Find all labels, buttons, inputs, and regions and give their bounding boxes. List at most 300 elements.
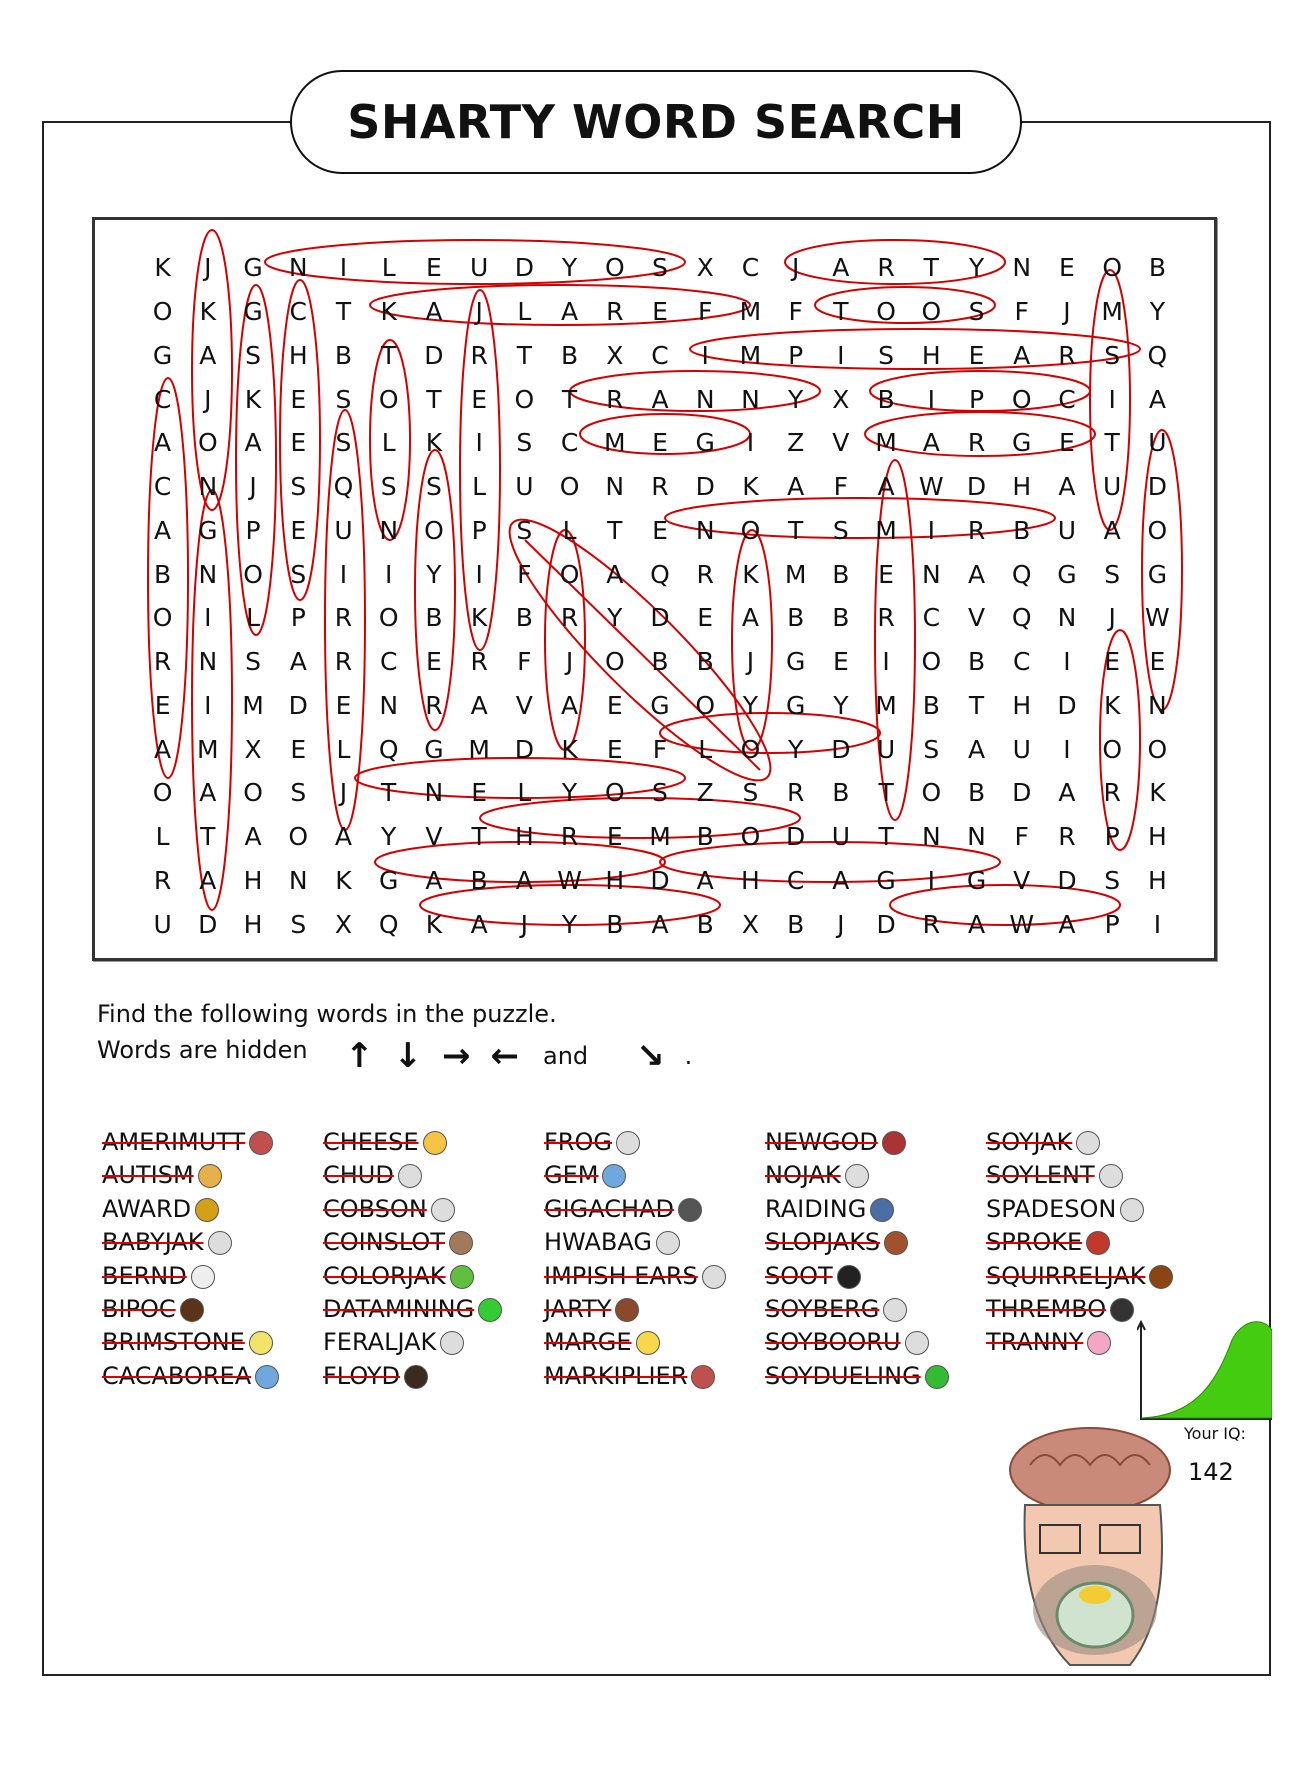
grid-letter[interactable]: O: [740, 515, 761, 545]
grid-letter[interactable]: A: [696, 865, 714, 895]
grid-letter[interactable]: A: [967, 559, 986, 589]
grid-letter[interactable]: A: [334, 822, 353, 852]
grid-letter[interactable]: J: [746, 647, 755, 677]
grid-letter[interactable]: O: [152, 297, 173, 327]
grid-letter[interactable]: O: [378, 384, 399, 414]
grid-letter[interactable]: Y: [968, 253, 985, 283]
grid-letter[interactable]: I: [475, 559, 483, 589]
grid-letter[interactable]: H: [1012, 472, 1032, 502]
grid-letter[interactable]: D: [1147, 472, 1168, 502]
grid-letter[interactable]: S: [516, 515, 533, 545]
grid-letter[interactable]: A: [154, 428, 172, 458]
grid-letter[interactable]: N: [424, 778, 444, 808]
grid-letter[interactable]: L: [562, 515, 577, 545]
grid-letter[interactable]: N: [921, 822, 941, 852]
grid-letter[interactable]: G: [1012, 428, 1032, 458]
grid-letter[interactable]: R: [425, 690, 443, 720]
grid-letter[interactable]: A: [741, 603, 759, 633]
grid-letter[interactable]: B: [787, 909, 805, 939]
grid-letter[interactable]: O: [378, 603, 399, 633]
grid-letter[interactable]: Y: [381, 822, 397, 852]
grid-letter[interactable]: A: [244, 822, 262, 852]
grid-letter[interactable]: R: [470, 647, 488, 677]
grid-letter[interactable]: E: [652, 297, 668, 327]
grid-letter[interactable]: J: [565, 647, 574, 677]
grid-letter[interactable]: S: [245, 647, 261, 677]
grid-letter[interactable]: O: [921, 647, 942, 677]
grid-letter[interactable]: I: [882, 647, 890, 677]
grid-letter[interactable]: B: [696, 822, 714, 852]
grid-letter[interactable]: O: [514, 384, 535, 414]
grid-letter[interactable]: G: [695, 428, 715, 458]
grid-letter[interactable]: B: [877, 384, 895, 414]
grid-letter[interactable]: I: [204, 603, 212, 633]
grid-letter[interactable]: M: [739, 297, 762, 327]
grid-letter[interactable]: B: [606, 909, 624, 939]
grid-letter[interactable]: K: [154, 253, 171, 283]
grid-letter[interactable]: S: [335, 428, 352, 458]
grid-letter[interactable]: R: [1058, 822, 1076, 852]
grid-letter[interactable]: O: [1102, 253, 1123, 283]
grid-letter[interactable]: E: [290, 515, 307, 545]
grid-letter[interactable]: U: [876, 734, 896, 764]
grid-letter[interactable]: S: [290, 472, 307, 502]
grid-letter[interactable]: J: [475, 297, 483, 327]
grid-letter[interactable]: Y: [561, 778, 578, 808]
grid-letter[interactable]: R: [153, 865, 172, 895]
grid-letter[interactable]: O: [1147, 515, 1168, 545]
grid-letter[interactable]: H: [1147, 865, 1167, 895]
grid-letter[interactable]: N: [741, 384, 760, 414]
grid-letter[interactable]: Q: [333, 472, 354, 502]
grid-letter[interactable]: F: [1014, 822, 1029, 852]
grid-letter[interactable]: E: [426, 253, 442, 283]
grid-letter[interactable]: E: [1059, 253, 1075, 283]
grid-letter[interactable]: J: [339, 778, 348, 808]
grid-letter[interactable]: M: [1101, 297, 1123, 327]
grid-letter[interactable]: D: [1057, 690, 1077, 720]
grid-letter[interactable]: E: [154, 690, 171, 720]
grid-letter[interactable]: E: [878, 559, 894, 589]
grid-letter[interactable]: P: [968, 384, 985, 414]
grid-letter[interactable]: O: [876, 297, 896, 327]
grid-letter[interactable]: G: [152, 340, 173, 370]
grid-letter[interactable]: G: [966, 865, 987, 895]
grid-letter[interactable]: Y: [788, 384, 804, 414]
grid-letter[interactable]: C: [922, 603, 941, 633]
grid-letter[interactable]: T: [381, 340, 397, 370]
grid-letter[interactable]: O: [243, 778, 263, 808]
grid-letter[interactable]: B: [470, 865, 488, 895]
grid-letter[interactable]: L: [246, 603, 260, 633]
grid-letter[interactable]: D: [695, 472, 715, 502]
grid-letter[interactable]: O: [1011, 384, 1032, 414]
grid-letter[interactable]: E: [471, 778, 488, 808]
grid-letter[interactable]: T: [607, 515, 623, 545]
grid-letter[interactable]: U: [469, 253, 489, 283]
grid-letter[interactable]: A: [651, 384, 669, 414]
grid-letter[interactable]: N: [288, 253, 308, 283]
grid-letter[interactable]: S: [425, 472, 442, 502]
grid-letter[interactable]: I: [475, 428, 483, 458]
grid-letter[interactable]: X: [741, 909, 759, 939]
grid-letter[interactable]: Q: [378, 734, 399, 764]
grid-letter[interactable]: V: [515, 690, 533, 720]
grid-letter[interactable]: K: [1103, 690, 1121, 720]
grid-letter[interactable]: U: [1057, 515, 1077, 545]
grid-letter[interactable]: M: [468, 734, 490, 764]
grid-letter[interactable]: T: [878, 778, 894, 808]
grid-letter[interactable]: A: [1013, 340, 1031, 370]
grid-letter[interactable]: F: [517, 647, 532, 677]
grid-letter[interactable]: S: [923, 734, 940, 764]
grid-letter[interactable]: T: [471, 822, 487, 852]
grid-letter[interactable]: N: [605, 472, 625, 502]
grid-letter[interactable]: E: [606, 734, 623, 764]
grid-letter[interactable]: T: [200, 822, 216, 852]
grid-letter[interactable]: R: [560, 603, 579, 633]
grid-letter[interactable]: L: [517, 297, 532, 327]
grid-letter[interactable]: M: [603, 428, 626, 458]
grid-letter[interactable]: G: [650, 690, 670, 720]
grid-letter[interactable]: S: [290, 909, 307, 939]
grid-letter[interactable]: J: [204, 384, 212, 414]
grid-letter[interactable]: S: [290, 559, 307, 589]
grid-letter[interactable]: D: [288, 690, 308, 720]
grid-letter[interactable]: Y: [561, 909, 578, 939]
grid-letter[interactable]: E: [1104, 647, 1121, 677]
grid-letter[interactable]: O: [152, 778, 173, 808]
grid-letter[interactable]: A: [425, 865, 443, 895]
grid-letter[interactable]: D: [1012, 778, 1032, 808]
grid-letter[interactable]: D: [831, 734, 851, 764]
grid-letter[interactable]: U: [515, 472, 534, 502]
grid-letter[interactable]: S: [832, 515, 849, 545]
grid-letter[interactable]: H: [605, 865, 625, 895]
grid-letter[interactable]: A: [561, 297, 579, 327]
grid-letter[interactable]: Y: [607, 603, 623, 633]
grid-letter[interactable]: C: [153, 384, 172, 414]
grid-letter[interactable]: C: [153, 472, 172, 502]
grid-letter[interactable]: M: [739, 340, 762, 370]
grid-letter[interactable]: P: [788, 340, 804, 370]
grid-letter[interactable]: T: [516, 340, 532, 370]
grid-letter[interactable]: N: [967, 822, 986, 852]
grid-letter[interactable]: U: [334, 515, 353, 545]
grid-letter[interactable]: R: [1103, 778, 1121, 808]
grid-letter[interactable]: R: [606, 384, 624, 414]
grid-letter[interactable]: L: [698, 734, 713, 764]
grid-letter[interactable]: F: [833, 472, 849, 502]
grid-letter[interactable]: N: [1148, 690, 1167, 720]
grid-letter[interactable]: T: [335, 297, 352, 327]
grid-letter[interactable]: B: [425, 603, 443, 633]
grid-letter[interactable]: K: [425, 428, 443, 458]
grid-letter[interactable]: F: [698, 297, 713, 327]
grid-letter[interactable]: P: [1104, 822, 1120, 852]
grid-letter[interactable]: C: [289, 297, 307, 327]
grid-letter[interactable]: A: [561, 690, 579, 720]
grid-letter[interactable]: M: [649, 822, 671, 852]
grid-letter[interactable]: L: [517, 778, 532, 808]
grid-letter[interactable]: E: [606, 690, 623, 720]
grid-letter[interactable]: B: [967, 778, 986, 808]
grid-letter[interactable]: V: [967, 603, 986, 633]
grid-letter[interactable]: Q: [1011, 559, 1032, 589]
grid-letter[interactable]: I: [701, 340, 709, 370]
grid-letter[interactable]: M: [875, 690, 897, 720]
grid-letter[interactable]: E: [1149, 647, 1166, 677]
grid-letter[interactable]: B: [922, 690, 940, 720]
grid-letter[interactable]: T: [1104, 428, 1120, 458]
grid-letter[interactable]: S: [380, 472, 397, 502]
grid-letter[interactable]: J: [1063, 297, 1071, 327]
grid-letter[interactable]: W: [1145, 603, 1170, 633]
grid-letter[interactable]: R: [560, 822, 579, 852]
grid-letter[interactable]: A: [1103, 515, 1121, 545]
grid-letter[interactable]: W: [918, 472, 944, 502]
grid-letter[interactable]: D: [424, 340, 444, 370]
grid-letter[interactable]: G: [1057, 559, 1077, 589]
grid-letter[interactable]: P: [290, 603, 306, 633]
grid-letter[interactable]: F: [788, 297, 803, 327]
grid-letter[interactable]: B: [515, 603, 533, 633]
grid-letter[interactable]: X: [334, 909, 353, 939]
grid-letter[interactable]: E: [652, 515, 668, 545]
grid-letter[interactable]: R: [606, 297, 624, 327]
grid-letter[interactable]: B: [832, 559, 850, 589]
grid-letter[interactable]: I: [927, 384, 935, 414]
grid-letter[interactable]: O: [604, 647, 625, 677]
grid-letter[interactable]: Y: [426, 559, 442, 589]
grid-letter[interactable]: T: [833, 297, 849, 327]
grid-letter[interactable]: T: [788, 515, 804, 545]
grid-letter[interactable]: O: [921, 297, 942, 327]
grid-letter[interactable]: Y: [742, 690, 759, 720]
grid-letter[interactable]: W: [1009, 909, 1035, 939]
grid-letter[interactable]: Q: [378, 909, 399, 939]
grid-letter[interactable]: V: [425, 822, 443, 852]
grid-letter[interactable]: N: [288, 865, 308, 895]
grid-letter[interactable]: I: [746, 428, 755, 458]
grid-letter[interactable]: R: [877, 253, 895, 283]
grid-letter[interactable]: G: [243, 253, 263, 283]
grid-letter[interactable]: B: [154, 559, 172, 589]
grid-letter[interactable]: A: [1058, 909, 1076, 939]
grid-letter[interactable]: F: [517, 559, 532, 589]
grid-letter[interactable]: J: [249, 472, 257, 502]
grid-letter[interactable]: O: [1102, 734, 1123, 764]
grid-letter[interactable]: A: [154, 734, 172, 764]
grid-letter[interactable]: G: [379, 865, 399, 895]
grid-letter[interactable]: R: [877, 603, 895, 633]
grid-letter[interactable]: E: [290, 384, 307, 414]
grid-letter[interactable]: E: [832, 647, 849, 677]
grid-letter[interactable]: H: [514, 822, 534, 852]
grid-letter[interactable]: E: [606, 822, 623, 852]
grid-letter[interactable]: O: [424, 515, 444, 545]
grid-letter[interactable]: I: [927, 865, 935, 895]
grid-letter[interactable]: S: [742, 778, 759, 808]
grid-letter[interactable]: A: [154, 515, 172, 545]
grid-letter[interactable]: S: [335, 384, 352, 414]
grid-letter[interactable]: D: [650, 865, 670, 895]
grid-letter[interactable]: N: [379, 690, 399, 720]
grid-letter[interactable]: X: [696, 253, 714, 283]
grid-letter[interactable]: H: [921, 340, 941, 370]
grid-letter[interactable]: D: [1057, 865, 1077, 895]
grid-letter[interactable]: Y: [561, 253, 578, 283]
grid-letter[interactable]: L: [381, 428, 396, 458]
grid-letter[interactable]: N: [695, 515, 715, 545]
grid-letter[interactable]: R: [651, 472, 669, 502]
grid-letter[interactable]: N: [198, 647, 218, 677]
grid-letter[interactable]: M: [875, 515, 897, 545]
grid-letter[interactable]: S: [652, 778, 668, 808]
grid-letter[interactable]: K: [380, 297, 397, 327]
grid-letter[interactable]: U: [1148, 428, 1167, 458]
grid-letter[interactable]: K: [561, 734, 578, 764]
grid-letter[interactable]: A: [470, 690, 488, 720]
grid-letter[interactable]: J: [204, 253, 212, 283]
grid-letter[interactable]: Z: [787, 428, 805, 458]
grid-letter[interactable]: M: [242, 690, 264, 720]
grid-letter[interactable]: U: [153, 909, 172, 939]
grid-letter[interactable]: D: [966, 472, 987, 502]
grid-letter[interactable]: N: [1057, 603, 1077, 633]
grid-letter[interactable]: G: [198, 515, 218, 545]
grid-letter[interactable]: B: [560, 340, 579, 370]
grid-letter[interactable]: N: [695, 384, 715, 414]
grid-letter[interactable]: C: [1013, 647, 1031, 677]
grid-letter[interactable]: T: [426, 384, 442, 414]
grid-letter[interactable]: G: [876, 865, 896, 895]
grid-letter[interactable]: K: [199, 297, 217, 327]
grid-letter[interactable]: A: [199, 340, 217, 370]
grid-letter[interactable]: T: [561, 384, 578, 414]
grid-letter[interactable]: C: [1058, 384, 1076, 414]
grid-letter[interactable]: U: [831, 822, 851, 852]
grid-letter[interactable]: R: [1058, 340, 1076, 370]
grid-letter[interactable]: Q: [1147, 340, 1168, 370]
grid-letter[interactable]: Y: [1149, 297, 1166, 327]
grid-letter[interactable]: V: [832, 428, 850, 458]
grid-letter[interactable]: R: [696, 559, 714, 589]
grid-letter[interactable]: Y: [788, 734, 804, 764]
grid-letter[interactable]: I: [1108, 384, 1116, 414]
grid-letter[interactable]: A: [967, 909, 986, 939]
grid-letter[interactable]: R: [470, 340, 488, 370]
grid-letter[interactable]: N: [198, 472, 218, 502]
grid-letter[interactable]: T: [923, 253, 939, 283]
grid-letter[interactable]: R: [334, 603, 353, 633]
grid-letter[interactable]: A: [832, 865, 850, 895]
grid-letter[interactable]: P: [1104, 909, 1120, 939]
grid-letter[interactable]: H: [741, 865, 760, 895]
grid-letter[interactable]: J: [837, 909, 845, 939]
grid-letter[interactable]: I: [204, 690, 212, 720]
grid-letter[interactable]: D: [876, 909, 896, 939]
grid-letter[interactable]: C: [651, 340, 669, 370]
grid-letter[interactable]: D: [514, 253, 534, 283]
grid-letter[interactable]: O: [921, 778, 942, 808]
grid-letter[interactable]: S: [290, 778, 307, 808]
grid-letter[interactable]: O: [604, 778, 625, 808]
grid-letter[interactable]: O: [243, 559, 263, 589]
grid-letter[interactable]: A: [199, 778, 217, 808]
grid-letter[interactable]: A: [1058, 778, 1076, 808]
grid-letter[interactable]: H: [243, 909, 263, 939]
grid-letter[interactable]: K: [470, 603, 488, 633]
grid-letter[interactable]: K: [742, 559, 759, 589]
grid-letter[interactable]: S: [245, 340, 261, 370]
grid-letter[interactable]: M: [875, 428, 897, 458]
grid-letter[interactable]: J: [791, 253, 800, 283]
grid-letter[interactable]: B: [787, 603, 805, 633]
grid-letter[interactable]: P: [471, 515, 487, 545]
grid-letter[interactable]: R: [153, 647, 172, 677]
grid-letter[interactable]: E: [652, 428, 668, 458]
grid-letter[interactable]: O: [559, 559, 580, 589]
grid-letter[interactable]: B: [696, 909, 714, 939]
grid-letter[interactable]: A: [470, 909, 488, 939]
grid-letter[interactable]: S: [968, 297, 985, 327]
grid-letter[interactable]: I: [339, 559, 348, 589]
grid-letter[interactable]: K: [742, 472, 759, 502]
grid-letter[interactable]: C: [741, 253, 760, 283]
grid-letter[interactable]: N: [198, 559, 218, 589]
grid-letter[interactable]: I: [385, 559, 393, 589]
grid-letter[interactable]: O: [152, 603, 173, 633]
grid-letter[interactable]: X: [606, 340, 624, 370]
grid-letter[interactable]: O: [695, 690, 716, 720]
grid-letter[interactable]: N: [1012, 253, 1032, 283]
grid-letter[interactable]: C: [786, 865, 805, 895]
grid-letter[interactable]: G: [243, 297, 263, 327]
grid-letter[interactable]: I: [1063, 734, 1071, 764]
grid-letter[interactable]: E: [471, 384, 488, 414]
grid-letter[interactable]: G: [785, 647, 806, 677]
grid-letter[interactable]: O: [559, 472, 580, 502]
grid-letter[interactable]: B: [1013, 515, 1031, 545]
grid-letter[interactable]: H: [1012, 690, 1032, 720]
grid-letter[interactable]: S: [1104, 865, 1121, 895]
grid-letter[interactable]: F: [652, 734, 668, 764]
grid-letter[interactable]: S: [1104, 340, 1121, 370]
grid-letter[interactable]: F: [1014, 297, 1029, 327]
grid-letter[interactable]: W: [557, 865, 582, 895]
grid-letter[interactable]: H: [243, 865, 263, 895]
grid-letter[interactable]: R: [786, 778, 805, 808]
grid-letter[interactable]: D: [650, 603, 670, 633]
grid-letter[interactable]: A: [1148, 384, 1166, 414]
grid-letter[interactable]: X: [244, 734, 262, 764]
grid-letter[interactable]: G: [1147, 559, 1168, 589]
grid-letter[interactable]: H: [288, 340, 308, 370]
grid-letter[interactable]: A: [606, 559, 624, 589]
grid-letter[interactable]: B: [832, 603, 850, 633]
grid-letter[interactable]: A: [922, 428, 940, 458]
grid-letter[interactable]: B: [651, 647, 669, 677]
grid-letter[interactable]: G: [424, 734, 444, 764]
grid-letter[interactable]: L: [336, 734, 351, 764]
grid-letter[interactable]: A: [967, 734, 986, 764]
grid-letter[interactable]: R: [967, 515, 986, 545]
grid-letter[interactable]: L: [155, 822, 170, 852]
grid-letter[interactable]: A: [877, 472, 895, 502]
grid-letter[interactable]: C: [560, 428, 579, 458]
grid-letter[interactable]: K: [1149, 778, 1166, 808]
